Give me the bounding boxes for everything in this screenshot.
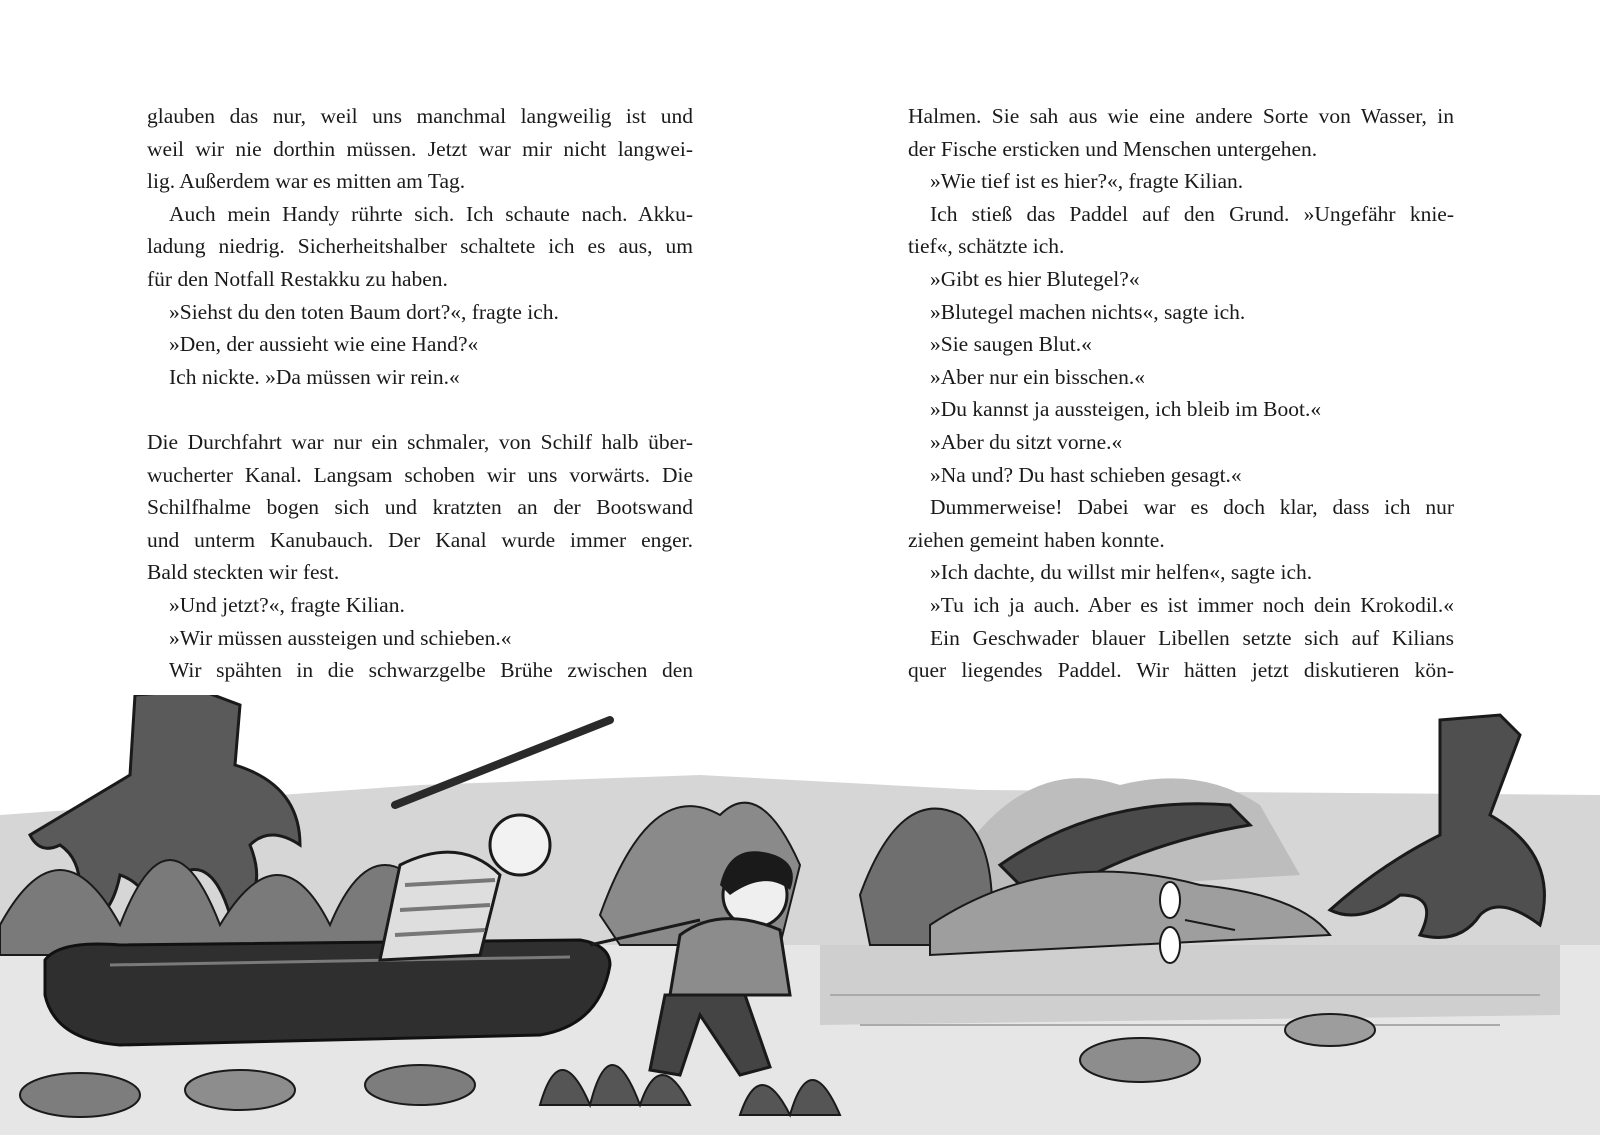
text-line: der Fische ersticken und Menschen untergehen.: [908, 136, 1318, 161]
right-page-text: [908, 100, 1454, 687]
narrator-boy-body: [670, 919, 790, 995]
text-line: Schilfhalme bogen sich und kratzten an der Bootswand: [147, 495, 693, 520]
text-line: »Siehst du den toten Baum dort?«, fragte ich.: [169, 299, 559, 324]
text-line: »Tu ich ja auch. Aber es ist immer noch dein Krokodil.«: [930, 592, 1454, 617]
text-line: ladung niedrig. Sicherheitshalber schaltete ich es aus, um: [147, 234, 693, 259]
text-line: wucherter Kanal. Langsam schoben wir uns vorwärts. Die: [147, 462, 693, 487]
lily-pad: [1080, 1038, 1200, 1082]
text-line: Bald steckten wir fest.: [147, 560, 340, 585]
lily-pad: [365, 1065, 475, 1105]
boy-kilian-head: [490, 815, 550, 875]
text-line: ziehen gemeint haben konnte.: [908, 527, 1165, 552]
text-line: Dummerweise! Dabei war es doch klar, dass ich nur: [930, 495, 1454, 520]
canoe: [45, 940, 610, 1045]
text-line: Ich stieß das Paddel auf den Grund. »Ungefähr knie-: [930, 201, 1454, 226]
text-line: lig. Außerdem war es mitten am Tag.: [147, 169, 466, 194]
text-line: »Du kannst ja aussteigen, ich bleib im Boot.«: [930, 397, 1322, 422]
swamp-canoe-illustration: [0, 695, 1600, 1135]
text-line: tief«, schätzte ich.: [908, 234, 1065, 259]
text-line: Wir spähten in die schwarzgelbe Brühe zwischen den: [169, 658, 693, 683]
text-line: »Wie tief ist es hier?«, fragte Kilian.: [930, 169, 1244, 194]
text-line: »Na und? Du hast schieben gesagt.«: [930, 462, 1242, 487]
lily-pad: [1285, 1014, 1375, 1046]
text-line: »Und jetzt?«, fragte Kilian.: [169, 592, 405, 617]
text-line: »Sie saugen Blut.«: [930, 332, 1092, 357]
text-line: weil wir nie dorthin müssen. Jetzt war mir nicht langwei-: [147, 136, 693, 161]
text-line: »Blutegel machen nichts«, sagte ich.: [930, 299, 1246, 324]
text-line: Auch mein Handy rührte sich. Ich schaute nach. Akku-: [169, 201, 693, 226]
text-line: »Ich dachte, du willst mir helfen«, sagte ich.: [930, 560, 1313, 585]
text-line: »Den, der aussieht wie eine Hand?«: [169, 332, 479, 357]
text-line: »Aber nur ein bisschen.«: [930, 364, 1145, 389]
text-line: Ich nickte. »Da müssen wir rein.«: [169, 364, 460, 389]
text-line: für den Notfall Restakku zu haben.: [147, 266, 448, 291]
water-reflection: [820, 945, 1560, 1025]
text-line: Die Durchfahrt war nur ein schmaler, von Schilf halb über-: [147, 429, 693, 454]
text-line: quer liegendes Paddel. Wir hätten jetzt diskutieren kön-: [908, 658, 1454, 683]
text-line: glauben das nur, weil uns manchmal langweilig ist und: [147, 104, 693, 128]
text-line: »Gibt es hier Blutegel?«: [930, 266, 1140, 291]
lily-pad: [185, 1070, 295, 1110]
lily-pad: [20, 1073, 140, 1117]
left-page-text: [147, 100, 693, 687]
text-line: Ein Geschwader blauer Libellen setzte sich auf Kilians: [930, 625, 1454, 650]
text-line: und unterm Kanubauch. Der Kanal wurde immer enger.: [147, 527, 693, 552]
text-line: [147, 393, 693, 426]
text-line: Halmen. Sie sah aus wie eine andere Sorte von Wasser, in: [908, 104, 1454, 128]
text-line: »Aber du sitzt vorne.«: [930, 429, 1123, 454]
text-line: »Wir müssen aussteigen und schieben.«: [169, 625, 512, 650]
